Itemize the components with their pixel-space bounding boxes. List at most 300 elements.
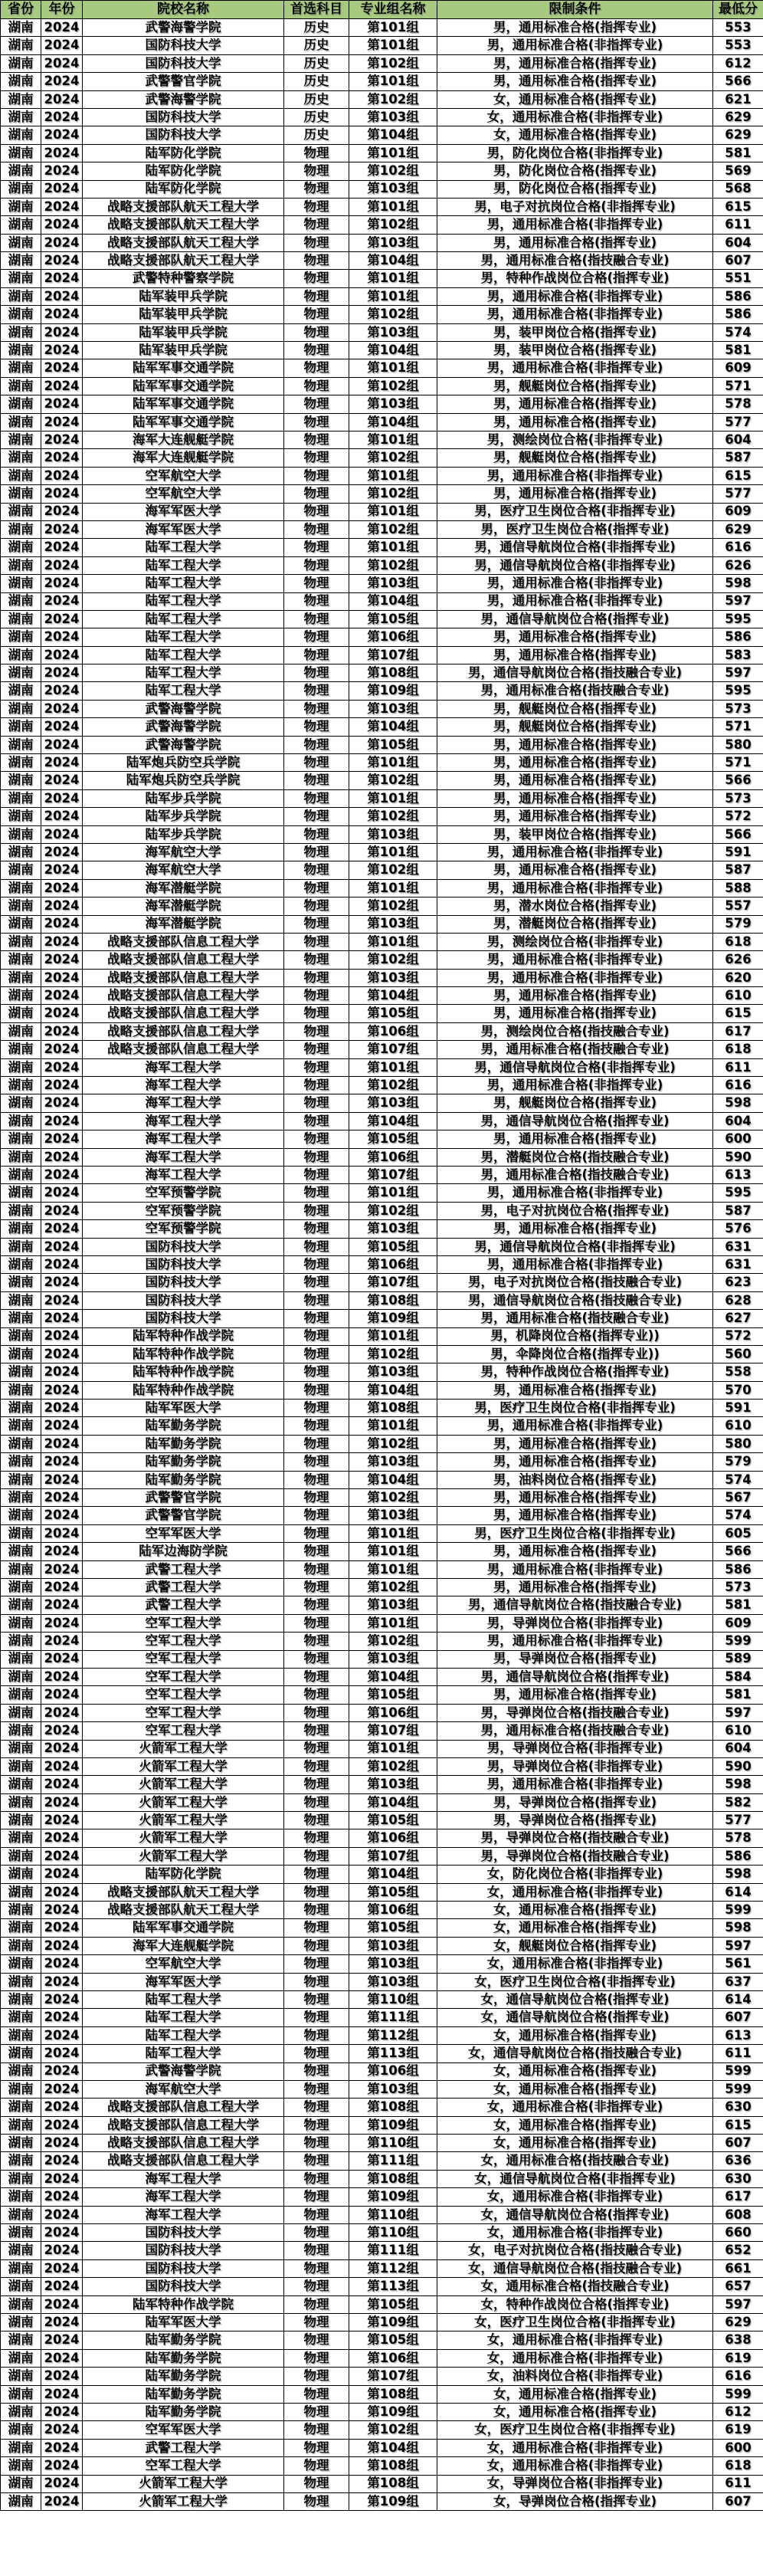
- cell-province: 湖南: [1, 1005, 41, 1022]
- cell-group: 第101组: [349, 467, 437, 484]
- table-row: [1, 2135, 763, 2152]
- cell-group: 第103组: [349, 1955, 437, 1973]
- table-row: [1, 879, 763, 897]
- cell-min-score: 590: [713, 1148, 763, 1166]
- cell-school: 空军工程大学: [83, 1668, 284, 1685]
- cell-province: 湖南: [1, 1847, 41, 1865]
- cell-restriction: 男，通用标准合格(指挥专业): [437, 772, 713, 789]
- cell-restriction: 男，导弹岗位合格(指挥专业): [437, 1650, 713, 1668]
- cell-group: 第111组: [349, 2242, 437, 2259]
- table-row: [1, 73, 763, 90]
- table-row: [1, 915, 763, 933]
- cell-min-score: 574: [713, 323, 763, 341]
- table-row: [1, 1400, 763, 1417]
- cell-min-score: 614: [713, 1883, 763, 1901]
- cell-group: 第109组: [349, 1310, 437, 1327]
- cell-restriction: 男，通用标准合格(指挥专业): [437, 1453, 713, 1471]
- cell-group: 第102组: [349, 520, 437, 538]
- cell-min-score: 566: [713, 772, 763, 789]
- cell-province: 湖南: [1, 1686, 41, 1704]
- table-row: [1, 2457, 763, 2475]
- cell-group: 第102组: [349, 1757, 437, 1775]
- cell-school: 陆军防化学院: [83, 144, 284, 162]
- cell-restriction: 男，通信导航岗位合格(非指挥专业): [437, 539, 713, 556]
- cell-subject: 物理: [284, 520, 349, 538]
- cell-group: 第104组: [349, 126, 437, 144]
- cell-restriction: 男，通用标准合格(非指挥专业): [437, 1560, 713, 1578]
- cell-min-score: 616: [713, 1077, 763, 1094]
- cell-restriction: 女，通信导航岗位合格(指挥专业): [437, 2206, 713, 2223]
- cell-year: 2024: [41, 1578, 83, 1596]
- cell-school: 陆军边海防学院: [83, 1543, 284, 1560]
- cell-restriction: 女，特种作战岗位合格(指挥专业): [437, 2295, 713, 2313]
- table-row: [1, 2332, 763, 2349]
- cell-min-score: 638: [713, 2332, 763, 2349]
- cell-school: 海军军医大学: [83, 520, 284, 538]
- cell-group: 第101组: [349, 431, 437, 448]
- cell-restriction: 女，通用标准合格(非指挥专业): [437, 2224, 713, 2242]
- cell-restriction: 男，通用标准合格(非指挥专业): [437, 37, 713, 54]
- table-row: [1, 1471, 763, 1488]
- table-row: [1, 306, 763, 323]
- cell-school: 陆军防化学院: [83, 162, 284, 180]
- cell-province: 湖南: [1, 2314, 41, 2332]
- cell-province: 湖南: [1, 1058, 41, 1076]
- cell-min-score: 597: [713, 2295, 763, 2313]
- cell-subject: 物理: [284, 2332, 349, 2349]
- table-row: [1, 1220, 763, 1238]
- cell-subject: 物理: [284, 162, 349, 180]
- cell-group: 第109组: [349, 2314, 437, 2332]
- cell-group: 第101组: [349, 1327, 437, 1345]
- cell-min-score: 586: [713, 1847, 763, 1865]
- cell-restriction: 男，导弹岗位合格(非指挥专业): [437, 1757, 713, 1775]
- cell-restriction: 男，通用标准合格(指挥专业): [437, 73, 713, 90]
- cell-year: 2024: [41, 1937, 83, 1954]
- table-row: [1, 2295, 763, 2313]
- cell-year: 2024: [41, 2045, 83, 2062]
- cell-min-score: 600: [713, 1130, 763, 1148]
- cell-min-score: 604: [713, 1112, 763, 1130]
- table-row: [1, 520, 763, 538]
- cell-province: 湖南: [1, 431, 41, 448]
- table-row: [1, 861, 763, 879]
- cell-min-score: 599: [713, 2062, 763, 2080]
- cell-province: 湖南: [1, 1130, 41, 1148]
- cell-subject: 物理: [284, 1578, 349, 1596]
- cell-subject: 物理: [284, 646, 349, 664]
- cell-province: 湖南: [1, 37, 41, 54]
- cell-year: 2024: [41, 1543, 83, 1560]
- cell-min-score: 615: [713, 1005, 763, 1022]
- cell-province: 湖南: [1, 1919, 41, 1937]
- cell-year: 2024: [41, 1596, 83, 1614]
- cell-school: 战略支援部队信息工程大学: [83, 1005, 284, 1022]
- cell-group: 第101组: [349, 73, 437, 90]
- cell-group: 第108组: [349, 2170, 437, 2187]
- cell-subject: 物理: [284, 1955, 349, 1973]
- cell-year: 2024: [41, 2314, 83, 2332]
- cell-province: 湖南: [1, 1094, 41, 1112]
- table-row: [1, 377, 763, 395]
- cell-school: 战略支援部队信息工程大学: [83, 1022, 284, 1040]
- cell-subject: 物理: [284, 2116, 349, 2134]
- cell-subject: 物理: [284, 1148, 349, 1166]
- table-row: [1, 1363, 763, 1381]
- cell-year: 2024: [41, 467, 83, 484]
- cell-province: 湖南: [1, 718, 41, 736]
- cell-year: 2024: [41, 682, 83, 700]
- cell-school: 国防科技大学: [83, 54, 284, 72]
- cell-province: 湖南: [1, 987, 41, 1005]
- cell-school: 战略支援部队航天工程大学: [83, 1883, 284, 1901]
- table-row: [1, 969, 763, 986]
- cell-restriction: 男，通用标准合格(指挥专业): [437, 54, 713, 72]
- cell-year: 2024: [41, 1112, 83, 1130]
- cell-min-score: 608: [713, 2206, 763, 2223]
- col-header-province: 省份: [1, 1, 41, 19]
- cell-group: 第106组: [349, 1022, 437, 1040]
- cell-group: 第102组: [349, 485, 437, 503]
- cell-subject: 物理: [284, 1381, 349, 1399]
- cell-group: 第102组: [349, 2421, 437, 2439]
- table-row: [1, 1094, 763, 1112]
- cell-restriction: 男，通用标准合格(非指挥专业): [437, 359, 713, 377]
- cell-min-score: 587: [713, 449, 763, 467]
- cell-group: 第104组: [349, 592, 437, 610]
- cell-subject: 物理: [284, 1453, 349, 1471]
- cell-group: 第105组: [349, 610, 437, 628]
- cell-school: 武警海警学院: [83, 90, 284, 108]
- cell-group: 第103组: [349, 915, 437, 933]
- cell-year: 2024: [41, 2062, 83, 2080]
- cell-group: 第101组: [349, 198, 437, 215]
- table-row: [1, 1453, 763, 1471]
- cell-min-score: 574: [713, 1471, 763, 1488]
- cell-group: 第101组: [349, 879, 437, 897]
- cell-year: 2024: [41, 1255, 83, 1273]
- cell-province: 湖南: [1, 1471, 41, 1488]
- cell-province: 湖南: [1, 287, 41, 305]
- cell-school: 国防科技大学: [83, 1238, 284, 1255]
- cell-min-score: 560: [713, 1345, 763, 1363]
- cell-year: 2024: [41, 1077, 83, 1094]
- table-row: [1, 1041, 763, 1058]
- cell-restriction: 男，特种作战岗位合格(指挥专业): [437, 270, 713, 287]
- cell-province: 湖南: [1, 1202, 41, 1219]
- cell-year: 2024: [41, 1722, 83, 1740]
- cell-year: 2024: [41, 162, 83, 180]
- cell-school: 武警海警学院: [83, 736, 284, 753]
- cell-school: 空军军医大学: [83, 2421, 284, 2439]
- cell-restriction: 男，通用标准合格(非指挥专业): [437, 951, 713, 969]
- cell-restriction: 女，通用标准合格(非指挥专业): [437, 2188, 713, 2206]
- cell-school: 海军工程大学: [83, 1058, 284, 1076]
- cell-province: 湖南: [1, 2259, 41, 2277]
- cell-min-score: 627: [713, 1310, 763, 1327]
- cell-year: 2024: [41, 1291, 83, 1309]
- cell-group: 第101组: [349, 1740, 437, 1757]
- cell-province: 湖南: [1, 2349, 41, 2367]
- cell-province: 湖南: [1, 467, 41, 484]
- table-row: [1, 1757, 763, 1775]
- cell-group: 第104组: [349, 1112, 437, 1130]
- cell-restriction: 男，通信导航岗位合格(非指挥专业): [437, 556, 713, 574]
- cell-subject: 物理: [284, 1327, 349, 1345]
- cell-subject: 物理: [284, 2475, 349, 2492]
- cell-subject: 物理: [284, 2135, 349, 2152]
- cell-min-score: 629: [713, 520, 763, 538]
- cell-min-score: 586: [713, 287, 763, 305]
- table-row: [1, 2152, 763, 2170]
- cell-province: 湖南: [1, 951, 41, 969]
- cell-group: 第101组: [349, 144, 437, 162]
- cell-subject: 物理: [284, 1614, 349, 1632]
- cell-year: 2024: [41, 628, 83, 646]
- cell-group: 第102组: [349, 216, 437, 234]
- cell-group: 第107组: [349, 1041, 437, 1058]
- cell-group: 第106组: [349, 1704, 437, 1721]
- table-row: [1, 1202, 763, 1219]
- cell-restriction: 男，舰艇岗位合格(指挥专业): [437, 1094, 713, 1112]
- cell-year: 2024: [41, 700, 83, 717]
- cell-subject: 物理: [284, 252, 349, 270]
- cell-subject: 物理: [284, 467, 349, 484]
- cell-year: 2024: [41, 592, 83, 610]
- cell-group: 第102组: [349, 1578, 437, 1596]
- cell-group: 第104组: [349, 987, 437, 1005]
- cell-province: 湖南: [1, 1866, 41, 1883]
- cell-min-score: 595: [713, 682, 763, 700]
- cell-province: 湖南: [1, 861, 41, 879]
- cell-restriction: 男，导弹岗位合格(指挥专业): [437, 1812, 713, 1829]
- cell-restriction: 男，潜艇岗位合格(指技融合专业): [437, 1148, 713, 1166]
- cell-subject: 物理: [284, 1524, 349, 1542]
- cell-school: 海军潜艇学院: [83, 879, 284, 897]
- table-row: [1, 2099, 763, 2116]
- cell-group: 第110组: [349, 2206, 437, 2223]
- cell-school: 战略支援部队信息工程大学: [83, 2116, 284, 2134]
- cell-subject: 物理: [284, 2295, 349, 2313]
- cell-min-score: 605: [713, 1524, 763, 1542]
- table-row: [1, 592, 763, 610]
- cell-year: 2024: [41, 2224, 83, 2242]
- cell-restriction: 男，潜水岗位合格(指挥专业): [437, 897, 713, 915]
- cell-year: 2024: [41, 252, 83, 270]
- cell-subject: 物理: [284, 1291, 349, 1309]
- cell-group: 第102组: [349, 1489, 437, 1507]
- cell-subject: 物理: [284, 575, 349, 592]
- cell-subject: 物理: [284, 1417, 349, 1435]
- cell-group: 第113组: [349, 2278, 437, 2295]
- cell-province: 湖南: [1, 270, 41, 287]
- cell-restriction: 男，机降岗位合格(指挥专业)): [437, 1327, 713, 1345]
- cell-group: 第111组: [349, 2009, 437, 2026]
- cell-subject: 物理: [284, 1005, 349, 1022]
- cell-subject: 物理: [284, 754, 349, 772]
- cell-subject: 物理: [284, 1507, 349, 1524]
- cell-year: 2024: [41, 2385, 83, 2403]
- table-row: [1, 1668, 763, 1685]
- cell-school: 战略支援部队信息工程大学: [83, 1041, 284, 1058]
- cell-year: 2024: [41, 1220, 83, 1238]
- cell-year: 2024: [41, 1704, 83, 1721]
- cell-province: 湖南: [1, 2116, 41, 2134]
- cell-province: 湖南: [1, 1255, 41, 1273]
- cell-year: 2024: [41, 1524, 83, 1542]
- cell-min-score: 581: [713, 1596, 763, 1614]
- cell-year: 2024: [41, 2099, 83, 2116]
- col-header-school: 院校名称: [83, 1, 284, 19]
- cell-school: 火箭军工程大学: [83, 1812, 284, 1829]
- cell-subject: 物理: [284, 1077, 349, 1094]
- cell-min-score: 616: [713, 2368, 763, 2385]
- table-row: [1, 2492, 763, 2510]
- cell-restriction: 男，通用标准合格(指挥专业): [437, 754, 713, 772]
- cell-restriction: 男，通用标准合格(非指挥专业): [437, 575, 713, 592]
- cell-school: 战略支援部队信息工程大学: [83, 969, 284, 986]
- table-row: [1, 1345, 763, 1363]
- table-row: [1, 359, 763, 377]
- cell-province: 湖南: [1, 485, 41, 503]
- cell-school: 陆军军医大学: [83, 2314, 284, 2332]
- cell-group: 第107组: [349, 2368, 437, 2385]
- cell-subject: 物理: [284, 2099, 349, 2116]
- cell-school: 海军潜艇学院: [83, 897, 284, 915]
- cell-group: 第113组: [349, 2045, 437, 2062]
- cell-year: 2024: [41, 1973, 83, 1990]
- cell-school: 陆军工程大学: [83, 628, 284, 646]
- cell-subject: 物理: [284, 861, 349, 879]
- cell-group: 第102组: [349, 951, 437, 969]
- cell-year: 2024: [41, 2242, 83, 2259]
- cell-year: 2024: [41, 342, 83, 359]
- cell-province: 湖南: [1, 2457, 41, 2475]
- cell-year: 2024: [41, 1793, 83, 1811]
- cell-group: 第105组: [349, 1686, 437, 1704]
- cell-school: 陆军军事交通学院: [83, 1919, 284, 1937]
- cell-year: 2024: [41, 2188, 83, 2206]
- cell-restriction: 女，通用标准合格(非指挥专业): [437, 2349, 713, 2367]
- cell-restriction: 男，通用标准合格(非指挥专业): [437, 467, 713, 484]
- cell-min-score: 573: [713, 1578, 763, 1596]
- cell-school: 空军工程大学: [83, 1722, 284, 1740]
- cell-year: 2024: [41, 144, 83, 162]
- cell-subject: 物理: [284, 969, 349, 986]
- cell-subject: 物理: [284, 1973, 349, 1990]
- cell-min-score: 597: [713, 1704, 763, 1721]
- cell-subject: 物理: [284, 2045, 349, 2062]
- cell-restriction: 女，通用标准合格(非指挥专业): [437, 108, 713, 126]
- cell-province: 湖南: [1, 1633, 41, 1650]
- cell-min-score: 598: [713, 1094, 763, 1112]
- cell-restriction: 女，通用标准合格(非指挥专业): [437, 2099, 713, 2116]
- cell-min-score: 591: [713, 1400, 763, 1417]
- cell-subject: 物理: [284, 1812, 349, 1829]
- cell-group: 第101组: [349, 843, 437, 861]
- cell-group: 第101组: [349, 37, 437, 54]
- cell-restriction: 男，通用标准合格(指技融合专业): [437, 1167, 713, 1184]
- cell-group: 第103组: [349, 1776, 437, 1793]
- cell-min-score: 581: [713, 1686, 763, 1704]
- cell-province: 湖南: [1, 1560, 41, 1578]
- cell-group: 第102组: [349, 1435, 437, 1452]
- table-row: [1, 2206, 763, 2223]
- cell-school: 海军工程大学: [83, 2188, 284, 2206]
- table-row: [1, 1829, 763, 1847]
- cell-province: 湖南: [1, 1650, 41, 1668]
- cell-province: 湖南: [1, 789, 41, 807]
- cell-min-score: 589: [713, 1650, 763, 1668]
- cell-min-score: 609: [713, 503, 763, 520]
- cell-subject: 历史: [284, 37, 349, 54]
- cell-year: 2024: [41, 915, 83, 933]
- cell-year: 2024: [41, 1829, 83, 1847]
- cell-province: 湖南: [1, 2152, 41, 2170]
- cell-restriction: 男，导弹岗位合格(指挥专业): [437, 1793, 713, 1811]
- cell-min-score: 579: [713, 1453, 763, 1471]
- cell-group: 第103组: [349, 180, 437, 198]
- cell-group: 第109组: [349, 2116, 437, 2134]
- cell-province: 湖南: [1, 879, 41, 897]
- cell-min-score: 578: [713, 1829, 763, 1847]
- cell-restriction: 男，通用标准合格(非指挥专业): [437, 592, 713, 610]
- cell-school: 武警海警学院: [83, 2062, 284, 2080]
- table-row: [1, 610, 763, 628]
- cell-province: 湖南: [1, 180, 41, 198]
- cell-year: 2024: [41, 1866, 83, 1883]
- cell-group: 第103组: [349, 1937, 437, 1954]
- table-row: [1, 2403, 763, 2420]
- cell-restriction: 男，通用标准合格(指技融合专业): [437, 1041, 713, 1058]
- cell-year: 2024: [41, 1167, 83, 1184]
- cell-restriction: 女，通用标准合格(指挥专业): [437, 2116, 713, 2134]
- cell-school: 战略支援部队信息工程大学: [83, 2135, 284, 2152]
- cell-group: 第101组: [349, 539, 437, 556]
- cell-group: 第103组: [349, 234, 437, 251]
- table-row: [1, 2278, 763, 2295]
- cell-year: 2024: [41, 556, 83, 574]
- cell-year: 2024: [41, 879, 83, 897]
- cell-year: 2024: [41, 2349, 83, 2367]
- cell-subject: 物理: [284, 1094, 349, 1112]
- cell-group: 第109组: [349, 682, 437, 700]
- cell-restriction: 女，导弹岗位合格(指挥专业): [437, 2492, 713, 2510]
- cell-min-score: 604: [713, 431, 763, 448]
- cell-subject: 物理: [284, 1184, 349, 1202]
- table-row: [1, 2080, 763, 2098]
- table-row: [1, 126, 763, 144]
- cell-restriction: 男，通用标准合格(指挥专业): [437, 1507, 713, 1524]
- table-row: [1, 485, 763, 503]
- cell-min-score: 599: [713, 1902, 763, 1919]
- cell-group: 第103组: [349, 323, 437, 341]
- cell-restriction: 男，电子对抗岗位合格(指技融合专业): [437, 1274, 713, 1291]
- cell-year: 2024: [41, 718, 83, 736]
- cell-min-score: 580: [713, 736, 763, 753]
- cell-school: 海军工程大学: [83, 2170, 284, 2187]
- table-row: [1, 216, 763, 234]
- cell-subject: 物理: [284, 736, 349, 753]
- table-row: [1, 180, 763, 198]
- cell-min-score: 604: [713, 1740, 763, 1757]
- cell-year: 2024: [41, 90, 83, 108]
- cell-school: 陆军勤务学院: [83, 2332, 284, 2349]
- cell-min-score: 599: [713, 1633, 763, 1650]
- cell-min-score: 553: [713, 19, 763, 37]
- cell-group: 第106组: [349, 2062, 437, 2080]
- cell-year: 2024: [41, 520, 83, 538]
